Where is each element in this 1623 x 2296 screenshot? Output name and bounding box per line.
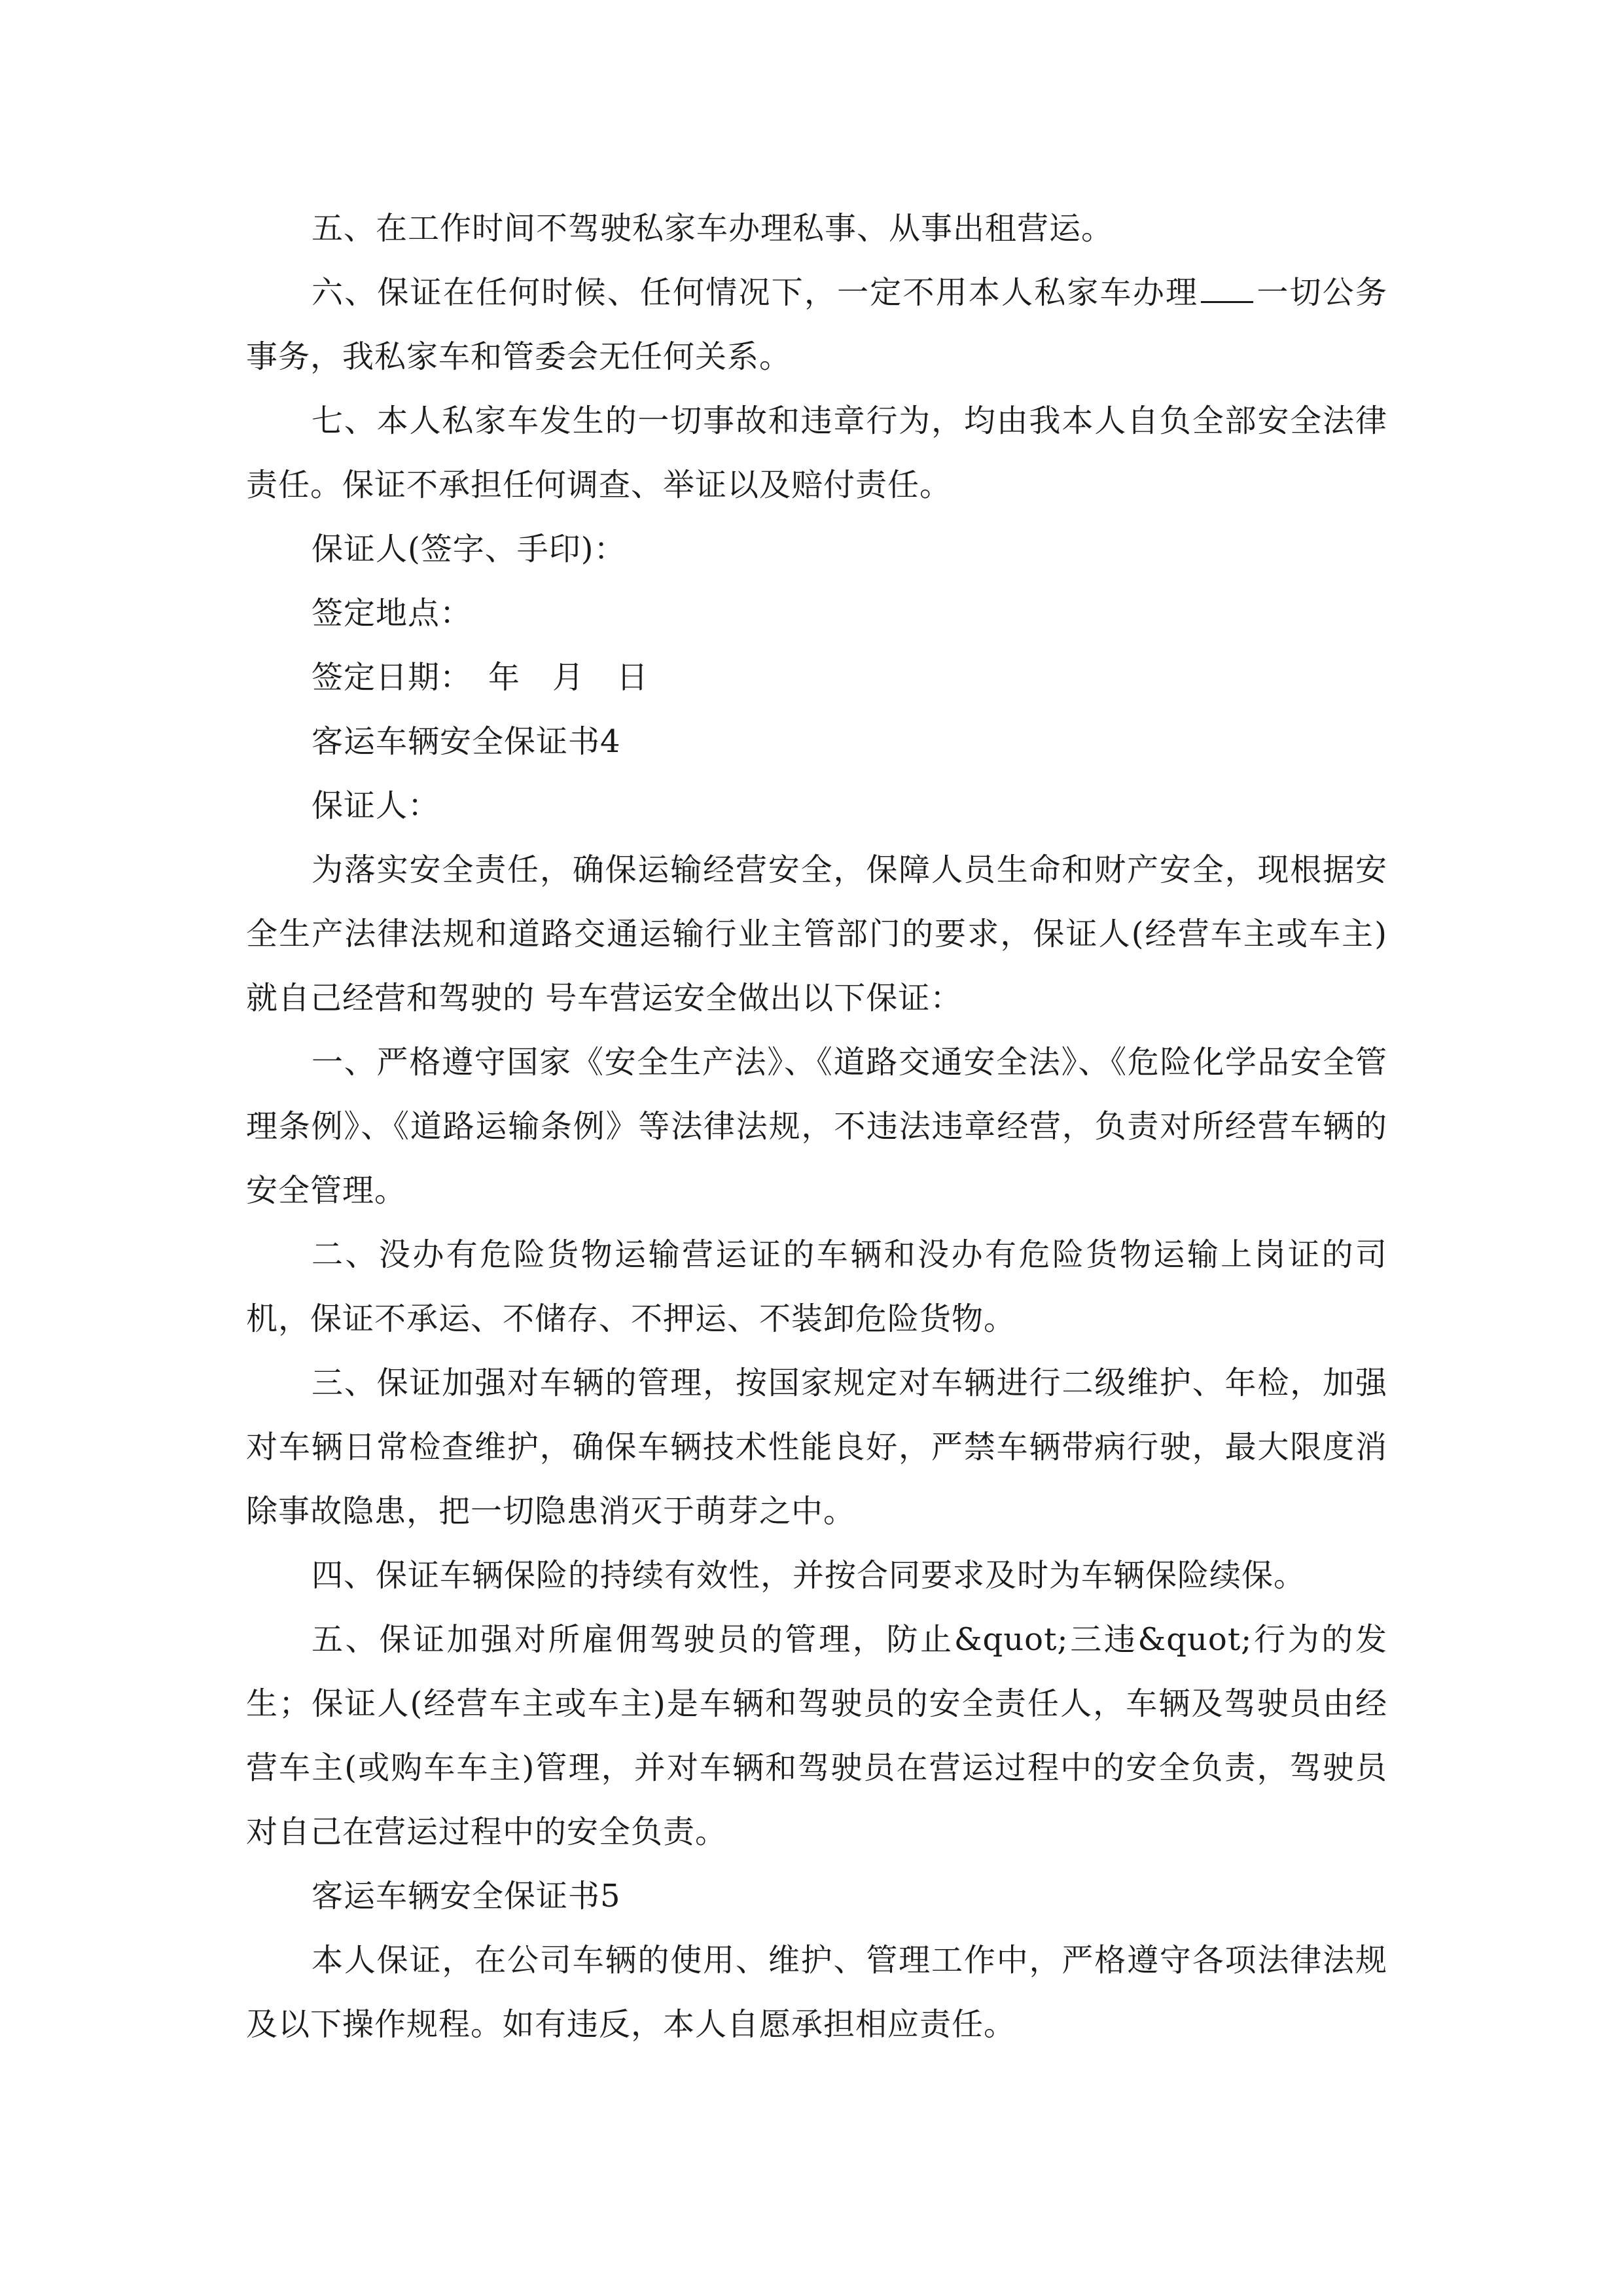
paragraph-item-4-insurance: 四、保证车辆保险的持续有效性，并按合同要求及时为车辆保险续保。 <box>312 1557 1306 1594</box>
paragraph-text: 一切公务事务，我私家车和管委会无任何关系。 <box>246 274 1387 375</box>
guarantor-signature-line: 保证人(签字、手印)： <box>312 531 626 567</box>
signing-location-line: 签定地点： <box>312 595 473 632</box>
paragraph-text: 六、保证在任何时候、任何情况下，一定不用本人私家车办理 <box>312 274 1199 311</box>
section-title-4: 客运车辆安全保证书4 <box>312 723 621 760</box>
intro-paragraph: 为落实安全责任，确保运输经营安全，保障人员生命和财产安全，现根据安全生产法律法规和道路交通运输行业主管部门的要求，保证人(经营车主或车主)就自己经营和驾驶的 号车营运安全做出以下保证： <box>246 852 1387 1016</box>
paragraph-item-2-hazardous: 二、没办有危险货物运输营运证的车辆和没办有危险货物运输上岗证的司机，保证不承运、不储存、不押运、不装卸危险货物。 <box>246 1236 1387 1337</box>
section-title-5: 客运车辆安全保证书5 <box>312 1878 621 1914</box>
guarantor-label: 保证人： <box>312 787 440 824</box>
paragraph-item-5-drivers: 五、保证加强对所雇佣驾驶员的管理，防止&quot;三违&quot;行为的发生；保证人(经营车主或车主)是车辆和驾驶员的安全责任人，车辆及驾驶员由经营车主(或购车车主)管理，并对车辆和驾驶员在营运过程中的安全负责，驾驶员对自己在营运过程中的安全负责。 <box>246 1621 1387 1850</box>
paragraph-item-7-liability: 七、本人私家车发生的一切事故和违章行为，均由我本人自负全部安全法律责任。保证不承担任何调查、举证以及赔付责任。 <box>246 403 1387 503</box>
pledge-paragraph: 本人保证，在公司车辆的使用、维护、管理工作中，严格遵守各项法律法规及以下操作规程。如有违反，本人自愿承担相应责任。 <box>246 1942 1387 2043</box>
document-body <box>246 196 1387 2056</box>
fill-in-blank <box>1201 275 1253 303</box>
signing-date-line: 签定日期： 年 月 日 <box>312 659 649 696</box>
paragraph-item-5-no-private-business: 五、在工作时间不驾驶私家车办理私事、从事出租营运。 <box>312 210 1114 247</box>
paragraph-item-6-no-official-use <box>246 260 1387 389</box>
paragraph-item-3-maintenance: 三、保证加强对车辆的管理，按国家规定对车辆进行二级维护、年检，加强对车辆日常检查维护，确保车辆技术性能良好，严禁车辆带病行驶，最大限度消除事故隐患，把一切隐患消灭于萌芽之中。 <box>246 1365 1387 1530</box>
paragraph-item-1-laws: 一、严格遵守国家《安全生产法》、《道路交通安全法》、《危险化学品安全管理条例》、《道路运输条例》等法律法规，不违法违章经营，负责对所经营车辆的安全管理。 <box>246 1044 1387 1209</box>
